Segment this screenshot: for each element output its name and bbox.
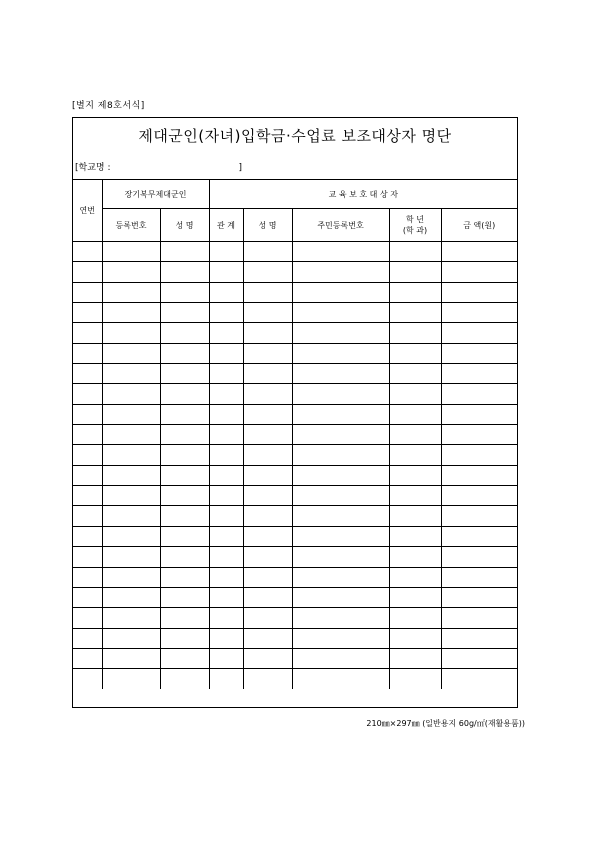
table-cell[interactable]	[73, 506, 102, 526]
table-row	[73, 425, 517, 445]
table-cell[interactable]	[243, 669, 292, 689]
table-cell[interactable]	[209, 343, 243, 363]
table-cell[interactable]	[243, 262, 292, 282]
table-cell[interactable]	[102, 404, 160, 424]
table-cell[interactable]	[243, 303, 292, 323]
table-cell[interactable]	[441, 343, 517, 363]
table-cell[interactable]	[292, 486, 389, 506]
table-cell[interactable]	[160, 648, 209, 668]
table-cell[interactable]	[160, 425, 209, 445]
table-cell[interactable]	[73, 282, 102, 302]
table-cell[interactable]	[209, 506, 243, 526]
table-cell[interactable]	[441, 425, 517, 445]
table-cell[interactable]	[160, 486, 209, 506]
table-cell[interactable]	[243, 425, 292, 445]
table-cell[interactable]	[102, 526, 160, 546]
table-cell[interactable]	[292, 404, 389, 424]
table-cell[interactable]	[209, 262, 243, 282]
table-cell[interactable]	[102, 242, 160, 262]
table-cell[interactable]	[209, 465, 243, 485]
table-cell[interactable]	[292, 323, 389, 343]
table-cell[interactable]	[389, 526, 441, 546]
table-cell[interactable]	[73, 445, 102, 465]
table-cell[interactable]	[209, 242, 243, 262]
table-cell[interactable]	[160, 404, 209, 424]
table-cell[interactable]	[292, 506, 389, 526]
table-cell[interactable]	[73, 648, 102, 668]
table-cell[interactable]	[389, 445, 441, 465]
table-cell[interactable]	[389, 303, 441, 323]
table-cell[interactable]	[209, 303, 243, 323]
table-cell[interactable]	[292, 242, 389, 262]
table-cell[interactable]	[73, 465, 102, 485]
table-cell[interactable]	[160, 242, 209, 262]
table-cell[interactable]	[441, 404, 517, 424]
table-row	[73, 669, 517, 689]
table-cell[interactable]	[73, 526, 102, 546]
table-cell[interactable]	[102, 506, 160, 526]
group-target-header: 교 육 보 호 대 상 자	[209, 180, 517, 209]
table-cell[interactable]	[243, 628, 292, 648]
table-cell[interactable]	[73, 425, 102, 445]
table-cell[interactable]	[441, 384, 517, 404]
table-row	[73, 242, 517, 262]
table-cell[interactable]	[102, 486, 160, 506]
table-cell[interactable]	[160, 323, 209, 343]
table-cell[interactable]	[292, 608, 389, 628]
table-cell[interactable]	[73, 262, 102, 282]
roster-body	[73, 242, 517, 690]
table-cell[interactable]	[243, 323, 292, 343]
table-cell[interactable]	[102, 343, 160, 363]
table-cell[interactable]	[209, 364, 243, 384]
table-row	[73, 486, 517, 506]
table-cell[interactable]	[243, 608, 292, 628]
col-reg-number-header: 등록번호	[102, 209, 160, 242]
table-cell[interactable]	[102, 567, 160, 587]
table-cell[interactable]	[243, 587, 292, 607]
table-cell[interactable]	[389, 608, 441, 628]
table-cell[interactable]	[209, 526, 243, 546]
table-row	[73, 364, 517, 384]
table-cell[interactable]	[160, 303, 209, 323]
table-cell[interactable]	[292, 628, 389, 648]
table-cell[interactable]	[209, 547, 243, 567]
table-cell[interactable]	[73, 323, 102, 343]
table-cell[interactable]	[292, 282, 389, 302]
col-relation-header: 관 계	[209, 209, 243, 242]
table-cell[interactable]	[73, 343, 102, 363]
table-cell[interactable]	[389, 404, 441, 424]
table-row	[73, 567, 517, 587]
table-cell[interactable]	[209, 567, 243, 587]
table-cell[interactable]	[73, 547, 102, 567]
school-label: [학교명 :	[75, 163, 111, 173]
roster-table	[73, 179, 517, 689]
school-bracket: ]	[238, 163, 243, 173]
table-cell[interactable]	[292, 384, 389, 404]
table-cell[interactable]	[441, 465, 517, 485]
table-cell[interactable]	[389, 648, 441, 668]
table-cell[interactable]	[243, 445, 292, 465]
table-cell[interactable]	[73, 303, 102, 323]
table-row	[73, 282, 517, 302]
table-cell[interactable]	[209, 282, 243, 302]
table-cell[interactable]	[243, 364, 292, 384]
table-cell[interactable]	[73, 567, 102, 587]
table-cell[interactable]	[243, 526, 292, 546]
table-cell[interactable]	[389, 364, 441, 384]
title-area	[73, 118, 517, 179]
table-row	[73, 628, 517, 648]
table-cell[interactable]	[441, 608, 517, 628]
page-title: 제대군인(자녀)입학금·수업료 보조대상자 명단	[138, 127, 452, 145]
table-cell[interactable]	[441, 587, 517, 607]
roster-form	[72, 117, 518, 708]
table-cell[interactable]	[102, 445, 160, 465]
table-cell[interactable]	[209, 628, 243, 648]
table-cell[interactable]	[243, 384, 292, 404]
table-cell[interactable]	[160, 669, 209, 689]
table-cell[interactable]	[102, 303, 160, 323]
table-cell[interactable]	[160, 608, 209, 628]
table-cell[interactable]	[160, 547, 209, 567]
table-cell[interactable]	[292, 425, 389, 445]
table-cell[interactable]	[102, 465, 160, 485]
table-cell[interactable]	[243, 648, 292, 668]
table-cell[interactable]	[441, 323, 517, 343]
table-cell[interactable]	[73, 669, 102, 689]
table-cell[interactable]	[73, 384, 102, 404]
table-row	[73, 648, 517, 668]
table-cell[interactable]	[243, 506, 292, 526]
table-cell[interactable]	[102, 628, 160, 648]
table-cell[interactable]	[102, 323, 160, 343]
table-cell[interactable]	[389, 242, 441, 262]
table-cell[interactable]	[292, 587, 389, 607]
table-cell[interactable]	[209, 445, 243, 465]
table-row	[73, 608, 517, 628]
table-cell[interactable]	[389, 282, 441, 302]
table-cell[interactable]	[160, 343, 209, 363]
table-cell[interactable]	[73, 628, 102, 648]
table-cell[interactable]	[209, 608, 243, 628]
table-row	[73, 384, 517, 404]
col-amount-header: 금 액(원)	[441, 209, 517, 242]
table-cell[interactable]	[441, 303, 517, 323]
table-row	[73, 323, 517, 343]
table-cell[interactable]	[389, 262, 441, 282]
table-row	[73, 445, 517, 465]
col-resident-number-header: 주민등록번호	[292, 209, 389, 242]
grade-label: 학 년	[406, 215, 425, 224]
table-cell[interactable]	[441, 282, 517, 302]
table-cell[interactable]	[102, 608, 160, 628]
table-cell[interactable]	[441, 526, 517, 546]
table-cell[interactable]	[209, 669, 243, 689]
table-cell[interactable]	[102, 262, 160, 282]
paper-spec-note: 210㎜×297㎜ (일반용지 60g/㎡(재활용품))	[366, 719, 525, 728]
table-row	[73, 343, 517, 363]
table-cell[interactable]	[73, 404, 102, 424]
form-number-label: [별지 제8호서식]	[72, 101, 145, 111]
table-cell[interactable]	[292, 669, 389, 689]
table-cell[interactable]	[209, 404, 243, 424]
table-cell[interactable]	[389, 343, 441, 363]
table-cell[interactable]	[292, 364, 389, 384]
table-cell[interactable]	[160, 567, 209, 587]
table-cell[interactable]	[441, 486, 517, 506]
col-veteran-name-header: 성 명	[160, 209, 209, 242]
table-cell[interactable]	[160, 384, 209, 404]
table-cell[interactable]	[292, 648, 389, 668]
table-cell[interactable]	[389, 384, 441, 404]
table-cell[interactable]	[102, 669, 160, 689]
table-cell[interactable]	[243, 404, 292, 424]
table-cell[interactable]	[243, 242, 292, 262]
table-cell[interactable]	[73, 242, 102, 262]
table-cell[interactable]	[160, 364, 209, 384]
table-cell[interactable]	[102, 384, 160, 404]
table-cell[interactable]	[102, 648, 160, 668]
table-cell[interactable]	[389, 587, 441, 607]
col-serial-header: 연번	[73, 180, 102, 242]
table-cell[interactable]	[292, 567, 389, 587]
table-cell[interactable]	[209, 486, 243, 506]
table-cell[interactable]	[441, 364, 517, 384]
table-cell[interactable]	[160, 506, 209, 526]
table-cell[interactable]	[209, 384, 243, 404]
table-row	[73, 587, 517, 607]
table-cell[interactable]	[389, 465, 441, 485]
school-name-field[interactable]	[75, 160, 242, 173]
table-cell[interactable]	[389, 486, 441, 506]
col-grade-header	[389, 209, 441, 242]
table-row	[73, 404, 517, 424]
table-cell[interactable]	[73, 587, 102, 607]
table-cell[interactable]	[441, 547, 517, 567]
table-row	[73, 465, 517, 485]
table-cell[interactable]	[292, 526, 389, 546]
table-cell[interactable]	[243, 547, 292, 567]
table-cell[interactable]	[389, 425, 441, 445]
table-cell[interactable]	[389, 506, 441, 526]
table-cell[interactable]	[102, 547, 160, 567]
table-cell[interactable]	[73, 364, 102, 384]
table-cell[interactable]	[441, 506, 517, 526]
table-cell[interactable]	[292, 343, 389, 363]
table-cell[interactable]	[102, 587, 160, 607]
table-cell[interactable]	[389, 669, 441, 689]
col-target-name-header: 성 명	[243, 209, 292, 242]
table-cell[interactable]	[441, 648, 517, 668]
table-cell[interactable]	[243, 486, 292, 506]
table-cell[interactable]	[160, 526, 209, 546]
table-cell[interactable]	[209, 648, 243, 668]
table-cell[interactable]	[441, 567, 517, 587]
table-cell[interactable]	[160, 282, 209, 302]
table-cell[interactable]	[243, 567, 292, 587]
table-cell[interactable]	[441, 242, 517, 262]
table-row	[73, 526, 517, 546]
table-row	[73, 547, 517, 567]
table-cell[interactable]	[243, 343, 292, 363]
table-cell[interactable]	[292, 262, 389, 282]
table-cell[interactable]	[160, 445, 209, 465]
table-row	[73, 303, 517, 323]
table-cell[interactable]	[389, 323, 441, 343]
table-cell[interactable]	[209, 587, 243, 607]
table-row	[73, 262, 517, 282]
table-cell[interactable]	[441, 669, 517, 689]
table-cell[interactable]	[243, 282, 292, 302]
table-cell[interactable]	[441, 262, 517, 282]
table-cell[interactable]	[243, 465, 292, 485]
table-row	[73, 506, 517, 526]
table-cell[interactable]	[160, 628, 209, 648]
table-cell[interactable]	[292, 465, 389, 485]
table-cell[interactable]	[389, 628, 441, 648]
table-cell[interactable]	[441, 445, 517, 465]
table-cell[interactable]	[389, 547, 441, 567]
table-cell[interactable]	[160, 465, 209, 485]
table-cell[interactable]	[209, 323, 243, 343]
table-cell[interactable]	[102, 425, 160, 445]
table-cell[interactable]	[102, 282, 160, 302]
table-cell[interactable]	[441, 628, 517, 648]
department-label: (학 과)	[402, 226, 428, 235]
table-cell[interactable]	[292, 303, 389, 323]
group-veteran-header: 장기복무제대군인	[102, 180, 209, 209]
table-cell[interactable]	[292, 445, 389, 465]
table-cell[interactable]	[292, 547, 389, 567]
table-cell[interactable]	[102, 364, 160, 384]
table-cell[interactable]	[209, 425, 243, 445]
table-cell[interactable]	[160, 262, 209, 282]
table-cell[interactable]	[73, 608, 102, 628]
table-cell[interactable]	[160, 587, 209, 607]
table-cell[interactable]	[389, 567, 441, 587]
table-cell[interactable]	[73, 486, 102, 506]
